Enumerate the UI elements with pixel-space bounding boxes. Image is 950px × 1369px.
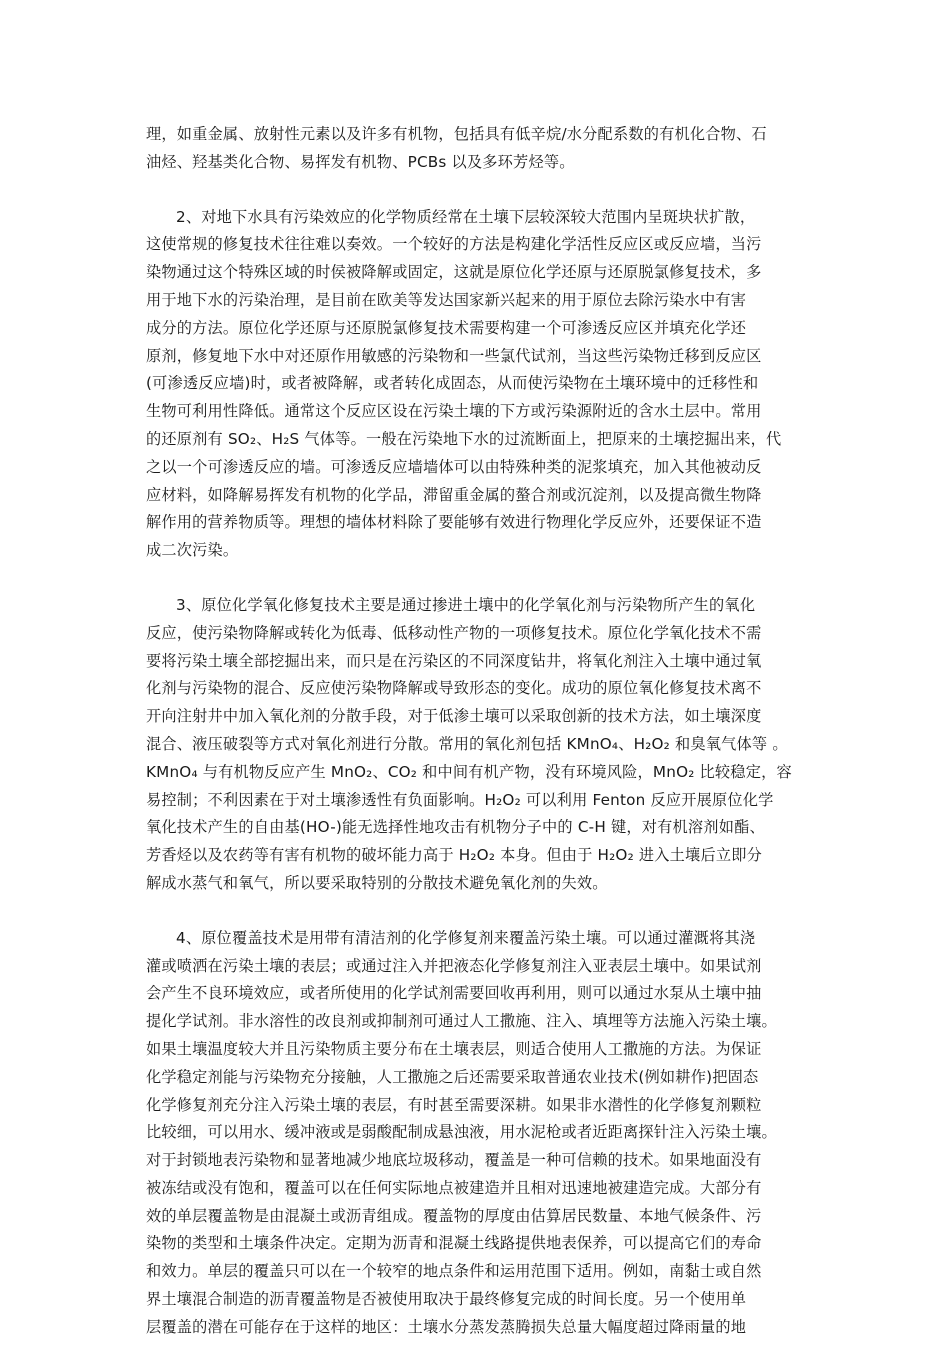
text-line: 化剂与污染物的混合、反应使污染物降解或导致形态的变化。成功的原位氧化修复技术离不 — [146, 679, 762, 698]
text-line: 解成水蒸气和氧气，所以要采取特别的分散技术避免氧化剂的失效。 — [146, 873, 608, 892]
text-line: 被冻结或没有饱和，覆盖可以在任何实际地点被建造并且相对迅速地被建造完成。大部分有 — [146, 1178, 762, 1197]
text-line: 染物通过这个特殊区域的时侯被降解或固定，这就是原位化学还原与还原脱氯修复技术，多 — [146, 263, 762, 282]
text-line: 2、对地下水具有污染效应的化学物质经常在土壤下层较深较大范围内呈斑块状扩散， — [176, 207, 756, 226]
text-line: 混合、液压破裂等方式对氧化剂进行分散。常用的氧化剂包括 KMnO₄、H₂O₂ 和臭氧气体等 。 — [146, 734, 788, 753]
text-line: 3、原位化学氧化修复技术主要是通过掺进土壤中的化学氧化剂与污染物所产生的氧化 — [176, 595, 756, 614]
text-line: 的还原剂有 SO₂、H₂S 气体等。一般在污染地下水的过流断面上，把原来的土壤挖掘出来，代 — [146, 429, 782, 448]
text-line: 易控制；不利因素在于对土壤渗透性有负面影响。H₂O₂ 可以利用 Fenton 反应开展原位化学 — [146, 790, 774, 809]
text-line: 芳香烃以及农药等有害有机物的破坏能力高于 H₂O₂ 本身。但由于 H₂O₂ 进入土壤后立即分 — [146, 846, 762, 865]
text-line: 成分的方法。原位化学还原与还原脱氯修复技术需要构建一个可渗透反应区并填充化学还 — [146, 318, 747, 337]
text-line: 灌或喷洒在污染土壤的表层；或通过注入并把液态化学修复剂注入亚表层土壤中。如果试剂 — [146, 956, 762, 975]
text-line: 油烃、羟基类化合物、易挥发有机物、PCBs 以及多环芳烃等。 — [146, 152, 575, 171]
text-line: 染物的类型和土壤条件决定。定期为沥青和混凝土线路提供地表保养，可以提高它们的寿命 — [146, 1234, 762, 1253]
text-line: 界土壤混合制造的沥青覆盖物是否被使用取决于最终修复完成的时间长度。另一个使用单 — [146, 1290, 747, 1309]
text-line: 成二次污染。 — [146, 541, 239, 560]
text-line: 提化学试剂。非水溶性的改良剂或抑制剂可通过人工撒施、注入、填埋等方法施入污染土壤。 — [146, 1012, 777, 1031]
text-line: 要将污染土壤全部挖掘出来，而只是在污染区的不同深度钻井，将氧化剂注入土壤中通过氧 — [146, 651, 762, 670]
text-line: 原剂，修复地下水中对还原作用敏感的污染物和一些氯代试剂，当这些污染物迁移到反应区 — [146, 346, 762, 365]
paragraph-4-in-situ-capping — [146, 925, 808, 1342]
text-line: 解作用的营养物质等。理想的墙体材料除了要能够有效进行物理化学反应外，还要保证不造 — [146, 513, 762, 532]
text-line: 效的单层覆盖物是由混凝土或沥青组成。覆盖物的厚度由估算居民数量、本地气候条件、污 — [146, 1206, 762, 1225]
text-line: 理，如重金属、放射性元素以及许多有机物，包括具有低辛烷/水分配系数的有机化合物、石 — [146, 125, 767, 143]
text-line: 会产生不良环境效应，或者所使用的化学试剂需要回收再利用，则可以通过水泵从土壤中抽 — [146, 984, 762, 1003]
text-line: 应材料，如降解易挥发有机物的化学品，滞留重金属的螯合剂或沉淀剂，以及提高微生物降 — [146, 485, 762, 504]
text-line: (可渗透反应墙)时，或者被降解，或者转化成固态，从而使污染物在土壤环境中的迁移性和 — [146, 374, 759, 393]
text-line: 反应，使污染物降解或转化为低毒、低移动性产物的一项修复技术。原位化学氧化技术不需 — [146, 623, 762, 642]
text-line: 开向注射井中加入氧化剂的分散手段，对于低渗土壤可以采取创新的技术方法，如土壤深度 — [146, 707, 762, 726]
text-line: 层覆盖的潜在可能存在于这样的地区：土壤水分蒸发蒸腾损失总量大幅度超过降雨量的地 — [146, 1317, 747, 1336]
text-line: 这使常规的修复技术往往难以奏效。一个较好的方法是构建化学活性反应区或反应墙，当污 — [146, 235, 762, 254]
paragraph-3-in-situ-oxidation — [146, 592, 808, 898]
text-line: 如果土壤温度较大并且污染物质主要分布在土壤表层，则适合使用人工撒施的方法。为保证 — [146, 1039, 762, 1058]
text-line: 对于封锁地表污染物和显著地减少地底垃圾移动，覆盖是一种可信赖的技术。如果地面没有 — [146, 1151, 762, 1170]
document-body — [146, 121, 808, 1369]
text-line: 4、原位覆盖技术是用带有清洁剂的化学修复剂来覆盖污染土壤。可以通过灌溉将其浇 — [176, 928, 756, 947]
text-line: 和效力。单层的覆盖只可以在一个较窄的地点条件和运用范围下适用。例如，南黏士或自然 — [146, 1262, 762, 1281]
text-line: 生物可利用性降低。通常这个反应区设在污染土壤的下方或污染源附近的含水土层中。常用 — [146, 402, 762, 421]
text-line: 化学修复剂充分注入污染土壤的表层，有时甚至需要深耕。如果非水潜性的化学修复剂颗粒 — [146, 1095, 762, 1114]
text-line: 用于地下水的污染治理，是目前在欧美等发达国家新兴起来的用于原位去除污染水中有害 — [146, 290, 747, 309]
text-line: 比较细，可以用水、缓冲液或是弱酸配制成悬浊液，用水泥枪或者近距离探针注入污染土壤。 — [146, 1123, 777, 1142]
text-line: 化学稳定剂能与污染物充分接触，人工撒施之后还需要采取普通农业技术(例如耕作)把固态 — [146, 1067, 759, 1086]
text-line: 氧化技术产生的自由基(HO-)能无选择性地攻击有机物分子中的 C-H 键，对有机溶剂如酯、 — [146, 818, 765, 837]
text-line: 之以一个可渗透反应的墙。可渗透反应墙墙体可以由特殊种类的泥浆填充，加入其他被动反 — [146, 457, 762, 476]
paragraph-2-in-situ-reduction — [146, 204, 808, 565]
paragraph-1-continued — [146, 121, 808, 177]
text-line: KMnO₄ 与有机物反应产生 MnO₂、CO₂ 和中间有机产物，没有环境风险，MnO₂ 比较稳定，容 — [146, 762, 792, 781]
